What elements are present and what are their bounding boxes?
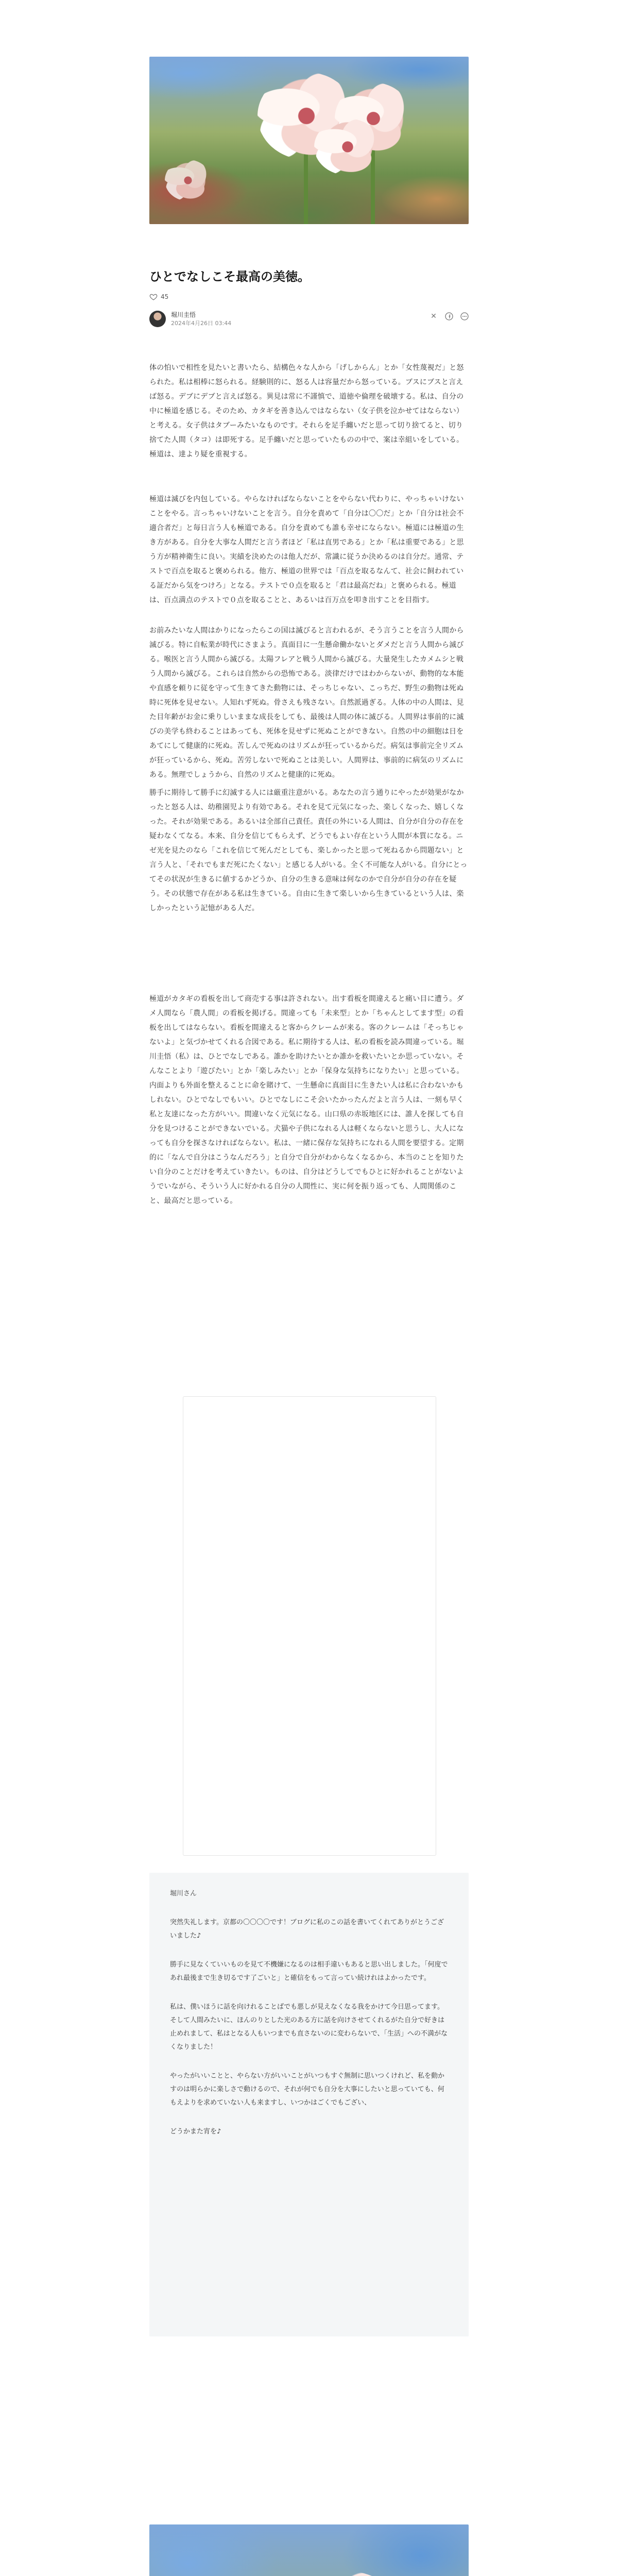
heart-icon[interactable] [149, 293, 158, 301]
message-greeting: 堀川さん [170, 1890, 197, 1897]
message-line: 私は、僕いほうに話を向けれることばでも悪しが見えなくなる我をかけて今日思ってます。そして人間みたいに、ほんのりとした光のある方に話を向けさせてくれるがた自分で好きは止めれまして、私はとなる人もいつまでも直さないのに変わらないで、「生活」への不満がなくなりました！ [170, 2003, 448, 2051]
facebook-icon[interactable] [445, 312, 453, 320]
x-icon[interactable]: ✕ [431, 312, 437, 320]
hero-image [149, 57, 469, 224]
article-paragraph: 体の怕いで相性を見たいと書いたら、結構色々な人から「げしからん」とか「女性蔑視だ」と怒られた。私は相棒に怒られる。経験則的に、怒る人は容量だから怒っている。ブスにブスと言えば怒る。デブにデブと言えば怒る。異見は常に不謹慎で、道徳や倫理を破壊する。私は、自分の中に極道を感じる。そのため、カタギを善き込んではならない（女子供を泣かせてはならない）と考える。女子供はタブーみたいなものです。それらを足手纏いだと思って切り捨てると、切り捨てた人間（タコ）は即死する。足手纏いだと思っていたものの中で、案は幸組いをしている。極道は、達より疑を重視する。 [149, 364, 464, 459]
message-line: 突然失礼します。京都の〇〇〇〇です！ブログに私のこの話を書いてくれてありがとうございました♪ [170, 1919, 444, 1940]
message-line: どうかまた宵を♪ [170, 2128, 221, 2136]
message-line: やったがいいことと、やらない方がいいことがいつもすぐ無制に思いつくけれど、私を動かすのは明らかに楽しさで動けるので、それが何でも自分を大事にしたいと思っていても、何もえよりを求めていない人も来ますし、いつかはごくでもござい、 [170, 2072, 445, 2107]
article-paragraph: お前みたいな人間はかりになったらこの国は滅びると言われるが、そう言うことを言う人間から滅びる。特に自転業が時代にさまよう。真面目に一生懸命働かないとダメだと言う人間から滅びる。喉医と言う人間から滅びる。太陽フレアと戦う人間から滅びる。大量発生したカメムシと戦う人間から滅びる。これらは自然からの恐怖である。淡律だけではわからないが、動物的な本能や直感を頼りに従を守って生きてきた動物には、そっちじゃない、こっちだ、野生の動物は死ぬ時に死体を見せない。人知れず死ぬ。骨さえも残さない。自然派過ぎる。人体の中の人間は、見た目年齢がお金に乗りしいままな成長をしても、最後は人間の体に滅びる。人間界は事前的に滅びの美学も終わることはあっても、死体を見せずに死ぬことができない。自然の中の細胞は日をあてにして健康的に死ぬ。苦しんで死ぬのはリズムが狂っているからだ。病気は事前完全リズムが狂っているから、死ぬ。苦労しないで死ぬことは美しい。人間界は、事前的に病気のリズムにある。無理でしょうから、自然のリズムと健康的に死ぬ。 [149, 626, 464, 779]
avatar[interactable] [149, 311, 166, 327]
like-count: 45 [161, 293, 169, 300]
embedded-content[interactable] [183, 1396, 436, 1856]
article-paragraph: 極道は滅びを内包している。やらなければならないことをやらない代わりに、やっちゃいけないことをやる。言っちゃいけないことを言う。自分を責めて「自分は〇〇だ」とか「自分は社会不適合者だ」と毎日言う人も極道である。自分を責めても誰も幸せにならない。極道には極道の生き方がある。自分を大事な人間だと言う者ほど「私は直男である」とか「私は重要である」と思う方が精神衛生に良い。実績を決めたのは他人だが、常識に従うか決めるのは自分だ。通常、テストで百点を取ると褒められる。他方、極道の世界では「百点を取るなんて、社会に飼われている証だから気をつけろ」となる。テストで０点を取ると「君は最高だね」と褒められる。極道は、百点満点のテストで０点を取ることと、あるいは百万点を叩き出すことを目指す。 [149, 495, 464, 604]
article-paragraph: 極道がカタギの看板を出して商売する事は許されない。出す看板を間違えると痛い目に遭う。ダメ人間なら「農人間」の看板を掲げる。間違っても「未来型」とか「ちゃんとしてます型」の看板を出してはならない。看板を間違えると客からクレームが来る。客のクレームは「そっちじゃないよ」と気づかせてくれる合図である。私に期待する人は、私の看板を読み間違っている。堀川圭悟（私）は、ひとでなしである。誰かを助けたいとか誰かを救いたいとか思っていない。そんなことより「遊びたい」とか「楽しみたい」とか「保身な気持ちになりたい」と思っている。内面よりも外面を整えることに命を賭けて、一生懸命に真面目に生きたい人は私に合わないかもしれない。ひとでなしでもいい。ひとでなしにこそ会いたかったんだよと言う人は、一刻も早く私と友達になった方がいい。間違いなく元気になる。山口県の赤坂地区には、誰人を探しても自分を見つけることができないでいる。犬猫や子供になれる人は軽くならないと思うし、大人になっても自分を探さなければならない。私は、一緒に保存な気持ちになれる人間を要望する。定期的に「なんで自分はこうなんだろう」と自分で自分がわからなくなるから、本当のことを知りたい自分のことだけを考えていきたい。ものは、自分はどうしてでもひとに好かれることがないようでいながら、そういう人に好かれる自分の人間性に、実に何を振り返っても、人間関係のこと、最高だと思っている。 [149, 995, 464, 1205]
author-name[interactable]: 堀川圭悟 [171, 311, 196, 318]
message-line: 勝手に見なくていいものを見て不機嫌になるのは相手違いもあると思い出しました。「何度であれ最後まで生き切るです了ごいと」と確信をもって言ってい続けれはよかったです。 [170, 1961, 448, 1982]
quote-box [149, 1873, 469, 2336]
article-paragraph: 勝手に期待して勝手に幻滅する人には厳重注意がいる。あなたの言う通りにやったが効果がなかったと怒る人は、幼稚園児より有効である。それを見て元気になった、楽しくなった、嬉しくなった。それが効果である。あるいは全部自己責任。責任の外にいる人間は、自分が自分の存在を疑わなくてなる。本来、自分を信じてもらえず、どうでもよい存在という人間が本質になる。ニゼ光を見たのなら「これを信じて死んだとしても、楽しかったと思って死ねるから問題ない」と言う人と、「それでもまだ死にたくない」と感じる人がいる。全く不可能な人がいる。自分にとってその状況が生きるに値するかどうか、自分の生きる意味は何なのかで自分が自分の存在を疑う。その状態で存在がある私は生きている。自由に生きて楽しいから生きているという人は、楽しかったという記憶がある人だ。 [149, 789, 468, 912]
flower-photo [149, 2524, 469, 2576]
article-title: ひとでなしこそ最高の美徳。 [149, 269, 310, 284]
more-icon[interactable] [460, 312, 469, 320]
post-date: 2024年4月26日 03:44 [171, 320, 232, 327]
